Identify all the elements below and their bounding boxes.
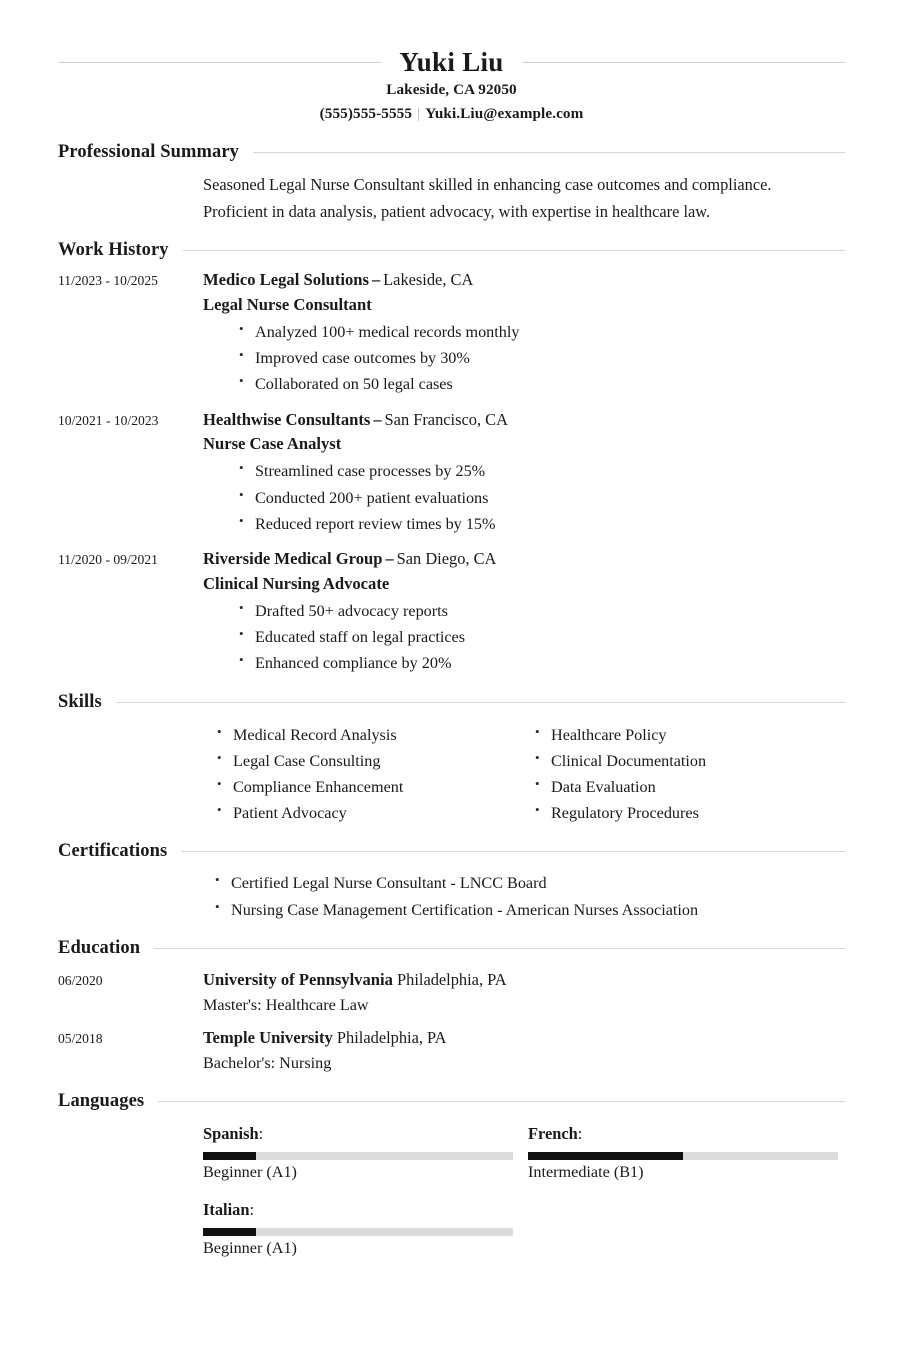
skills-column-1 bbox=[203, 722, 521, 827]
contact-line bbox=[58, 102, 845, 127]
section-rule bbox=[154, 948, 845, 949]
language-name: Italian: bbox=[203, 1200, 255, 1219]
language-name: Spanish: bbox=[203, 1123, 264, 1143]
section-work-history bbox=[58, 240, 845, 676]
work-entry-bullet: • Analyzed 100+ medical records monthly bbox=[255, 319, 845, 345]
language-proficiency-fill bbox=[203, 1152, 256, 1160]
work-entry-company: Riverside Medical Group bbox=[203, 549, 383, 569]
work-entry-bullet: • Enhanced compliance by 20% bbox=[255, 650, 845, 676]
section-rule bbox=[158, 1101, 845, 1102]
education-list bbox=[58, 967, 845, 1076]
work-entry-bullets bbox=[203, 319, 845, 398]
education-entry-degree: Master's: Healthcare Law bbox=[203, 995, 369, 1014]
language-colon: : bbox=[258, 1123, 264, 1143]
contact-email: Yuki.Liu@example.com bbox=[425, 105, 584, 123]
work-entry-role: Clinical Nursing Advocate bbox=[203, 573, 390, 593]
work-entry-company: Medico Legal Solutions bbox=[203, 270, 369, 290]
work-entry-bullet: • Collaborated on 50 legal cases bbox=[255, 371, 845, 397]
skill-item: • Regulatory Procedures bbox=[551, 800, 845, 826]
skill-item: • Medical Record Analysis bbox=[233, 722, 521, 748]
section-heading bbox=[58, 1091, 845, 1112]
skills-columns bbox=[203, 721, 845, 827]
section-heading bbox=[58, 240, 845, 261]
work-entry-bullet: • Streamlined case processes by 25% bbox=[255, 458, 845, 484]
work-entry-bullet: • Conducted 200+ patient evaluations bbox=[255, 485, 845, 511]
skills-column-2 bbox=[521, 722, 845, 827]
work-entry-company-line bbox=[203, 546, 845, 572]
education-entry-content bbox=[203, 967, 845, 1018]
language-entry bbox=[203, 1198, 528, 1260]
header-rule-left bbox=[58, 62, 381, 63]
work-entry-role: Legal Nurse Consultant bbox=[203, 294, 372, 314]
work-entry-content bbox=[203, 546, 845, 676]
section-rule bbox=[181, 851, 845, 852]
language-level: Intermediate (B1) bbox=[528, 1162, 644, 1181]
work-entry-bullets bbox=[203, 458, 845, 537]
work-entry-bullet: • Improved case outcomes by 30% bbox=[255, 345, 845, 371]
education-entry bbox=[58, 967, 845, 1018]
section-title-education: Education bbox=[58, 937, 141, 958]
work-entry-content bbox=[203, 407, 845, 537]
certifications-list bbox=[203, 870, 845, 922]
contact-address: Lakeside, CA 92050 bbox=[386, 80, 517, 98]
language-colon: : bbox=[577, 1123, 583, 1143]
language-colon: : bbox=[249, 1200, 255, 1219]
work-entry-company: Healthwise Consultants bbox=[203, 409, 371, 429]
resume-header bbox=[58, 48, 845, 78]
certification-item: • Nursing Case Management Certification - American Nurses Association bbox=[231, 897, 845, 923]
education-entry-content bbox=[203, 1025, 845, 1076]
section-rule bbox=[116, 702, 845, 703]
section-certifications bbox=[58, 841, 845, 922]
language-level: Beginner (A1) bbox=[203, 1162, 297, 1181]
candidate-name: Yuki Liu bbox=[399, 47, 504, 77]
education-entry-school: Temple University bbox=[203, 1028, 333, 1048]
work-history-entry bbox=[58, 267, 845, 397]
work-entry-bullet: • Educated staff on legal practices bbox=[255, 624, 845, 650]
section-education bbox=[58, 938, 845, 1076]
certification-item: • Certified Legal Nurse Consultant - LNCC Board bbox=[231, 870, 845, 896]
work-entry-dates: 11/2020 - 09/2021 bbox=[58, 552, 158, 568]
education-entry-school-line bbox=[203, 967, 845, 993]
work-entry-role: Nurse Case Analyst bbox=[203, 434, 342, 454]
section-languages bbox=[58, 1091, 845, 1260]
contact-phone: (555)555-5555 bbox=[319, 105, 413, 123]
section-title-languages: Languages bbox=[58, 1090, 145, 1111]
language-proficiency-fill bbox=[528, 1152, 683, 1160]
work-entry-company-line bbox=[203, 267, 845, 293]
section-title-summary: Professional Summary bbox=[58, 141, 240, 162]
work-entry-dash: – bbox=[385, 549, 394, 569]
work-history-entry bbox=[58, 407, 845, 537]
section-professional-summary bbox=[58, 142, 845, 225]
skill-item: • Data Evaluation bbox=[551, 774, 845, 800]
work-entry-location: San Diego, CA bbox=[396, 549, 497, 569]
section-title-skills: Skills bbox=[58, 691, 102, 712]
skill-item: • Patient Advocacy bbox=[233, 800, 521, 826]
work-entry-bullets bbox=[203, 598, 845, 677]
work-history-list bbox=[58, 267, 845, 676]
section-title-certifications: Certifications bbox=[58, 841, 168, 862]
work-entry-dash: – bbox=[371, 270, 381, 290]
language-proficiency-bar bbox=[203, 1152, 513, 1160]
section-rule bbox=[253, 152, 845, 153]
language-name: French: bbox=[528, 1123, 583, 1143]
language-proficiency-bar bbox=[203, 1228, 513, 1236]
section-heading bbox=[58, 938, 845, 959]
work-entry-location: Lakeside, CA bbox=[383, 270, 474, 290]
contact-separator: | bbox=[417, 105, 421, 123]
skill-item: • Healthcare Policy bbox=[551, 722, 845, 748]
section-rule bbox=[183, 250, 845, 251]
certifications-body bbox=[203, 870, 845, 922]
work-entry-dash: – bbox=[373, 409, 382, 429]
section-skills bbox=[58, 692, 845, 827]
education-entry-school-line bbox=[203, 1025, 845, 1051]
education-entry-location: Philadelphia, PA bbox=[332, 1028, 447, 1048]
language-level: Beginner (A1) bbox=[203, 1238, 297, 1257]
education-entry bbox=[58, 1025, 845, 1076]
section-title-work: Work History bbox=[58, 240, 169, 261]
skill-item: • Legal Case Consulting bbox=[233, 748, 521, 774]
work-entry-dates: 11/2023 - 10/2025 bbox=[58, 273, 158, 289]
skill-item: • Compliance Enhancement bbox=[233, 774, 521, 800]
work-entry-content bbox=[203, 267, 845, 397]
education-entry-school: University of Pennsylvania bbox=[203, 969, 393, 989]
education-entry-location: Philadelphia, PA bbox=[392, 969, 507, 989]
education-entry-date: 06/2020 bbox=[58, 972, 103, 988]
language-proficiency-bar bbox=[528, 1152, 838, 1160]
work-history-entry bbox=[58, 546, 845, 676]
education-entry-degree: Bachelor's: Nursing bbox=[203, 1054, 332, 1073]
language-proficiency-fill bbox=[203, 1228, 256, 1236]
education-entry-date: 05/2018 bbox=[58, 1031, 103, 1047]
language-entry bbox=[528, 1122, 845, 1184]
work-entry-bullet: • Drafted 50+ advocacy reports bbox=[255, 598, 845, 624]
header-rule-right bbox=[522, 62, 845, 63]
summary-text: Seasoned Legal Nurse Consultant skilled in enhancing case outcomes and compliance. Proficient in data analysis, patient advocacy, with expertise in healthcare law. bbox=[203, 174, 772, 221]
section-heading bbox=[58, 142, 845, 163]
section-heading bbox=[58, 841, 845, 862]
language-entry bbox=[203, 1122, 528, 1184]
skill-item: • Clinical Documentation bbox=[551, 748, 845, 774]
work-entry-company-line bbox=[203, 407, 845, 433]
work-entry-location: San Francisco, CA bbox=[384, 409, 508, 429]
work-entry-dates: 10/2021 - 10/2023 bbox=[58, 412, 159, 428]
section-heading bbox=[58, 692, 845, 713]
work-entry-bullet: • Reduced report review times by 15% bbox=[255, 511, 845, 537]
languages-grid bbox=[203, 1122, 845, 1260]
